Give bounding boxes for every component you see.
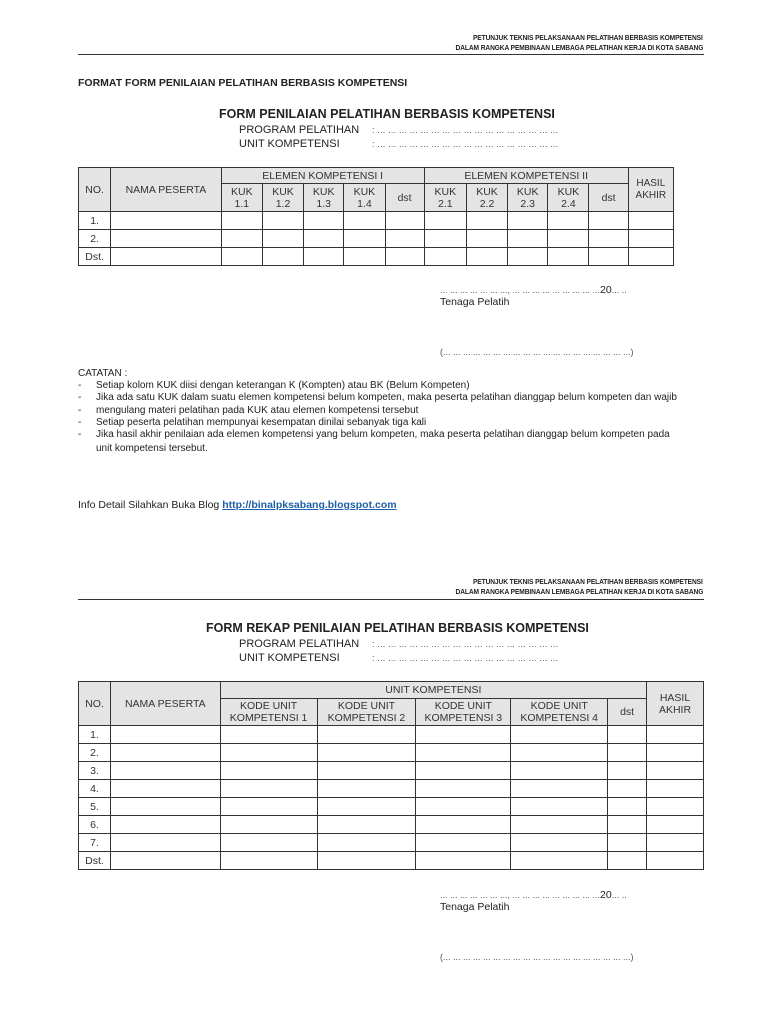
cell[interactable] [262,230,303,248]
unit-label: UNIT KOMPETENSI [239,138,340,150]
cell[interactable] [416,834,511,852]
cell[interactable] [262,248,303,266]
cell[interactable] [317,852,416,870]
cell[interactable] [385,248,424,266]
cell[interactable] [608,852,647,870]
cell[interactable] [647,744,704,762]
form2-signature [440,889,634,963]
col-dst-header: dst [608,699,647,726]
cell[interactable] [111,248,222,266]
col-kuk-header: KUK 2.1 [424,184,466,212]
cell[interactable] [608,744,647,762]
form1-unit-row [239,137,558,151]
cell[interactable] [608,834,647,852]
date-line[interactable]: ... ... ... ... ... ... ..., ... ... ... ... ... ... ... ... ...20... .. [440,889,627,901]
row-number: 6. [79,816,111,834]
signer-role: Tenaga Pelatih [440,296,510,308]
signer-name-line[interactable]: (... ... ... ... ... ... ... ... ... ... ... ... ... ... ... ... ... ... ...) [440,952,634,962]
col-kode-unit-header: KODE UNIT KOMPETENSI 1 [220,699,317,726]
cell[interactable] [317,726,416,744]
format-title: FORMAT FORM PENILAIAN PELATIHAN BERBASIS KOMPETENSI [78,77,408,89]
table-row [79,212,674,230]
cell[interactable] [548,212,589,230]
running-header-line2: DALAM RANGKA PEMBINAAN LEMBAGA PELATIHAN KERJA DI KOTA SABANG [455,43,703,52]
cell[interactable] [111,230,222,248]
cell[interactable] [508,212,548,230]
table-row [79,726,704,744]
table-row [79,834,704,852]
blog-link[interactable]: http://binalpksabang.blogspot.com [222,499,397,511]
cell[interactable] [628,248,673,266]
row-number: 4. [79,780,111,798]
cell[interactable] [416,798,511,816]
cell[interactable] [344,212,385,230]
cell[interactable] [110,726,220,744]
signer-name-line[interactable]: (... ... ... ... ... ... ... ... ... ... ... ... ... ... ... ... ... ... ...) [440,347,634,357]
group-elemen-1-header: ELEMEN KOMPETENSI I [221,168,424,184]
cell[interactable] [416,744,511,762]
cell[interactable] [317,744,416,762]
cell[interactable] [416,852,511,870]
running-header-line1: PETUNJUK TEKNIS PELAKSANAAN PELATIHAN BERBASIS KOMPETENSI [473,577,703,586]
cell[interactable] [111,212,222,230]
form2-unit-row [239,651,558,665]
form1-program-row [239,123,558,137]
col-kode-unit-header: KODE UNIT KOMPETENSI 4 [511,699,608,726]
notes-title: CATATAN : [78,368,128,379]
group-elemen-2-header: ELEMEN KOMPETENSI II [424,168,628,184]
note-item: - Setiap kolom KUK diisi dengan keterangan K (Kompten) atau BK (Belum Kompeten) [78,380,470,392]
form2-program-row [239,637,558,651]
cell[interactable] [221,212,262,230]
table-row [79,816,704,834]
cell[interactable] [304,230,344,248]
recap-table [78,681,704,870]
cell[interactable] [317,834,416,852]
cell[interactable] [511,744,608,762]
cell[interactable] [424,248,466,266]
cell[interactable] [317,762,416,780]
cell[interactable] [221,230,262,248]
date-line[interactable]: ... ... ... ... ... ... ..., ... ... ... ... ... ... ... ... ...20... .. [440,284,627,296]
cell[interactable] [608,762,647,780]
cell[interactable] [110,744,220,762]
row-number: 2. [79,230,111,248]
cell[interactable] [511,816,608,834]
cell[interactable] [317,780,416,798]
cell[interactable] [220,780,317,798]
row-number: Dst. [79,852,111,870]
cell[interactable] [466,212,507,230]
cell[interactable] [608,816,647,834]
cell[interactable] [608,726,647,744]
col-kuk-header: KUK 2.4 [548,184,589,212]
cell[interactable] [466,248,507,266]
group-unit-kompetensi-header: UNIT KOMPETENSI [220,682,646,699]
col-no-header: NO. [79,168,111,212]
row-number: 1. [79,212,111,230]
cell[interactable] [110,780,220,798]
col-hasil-header: HASIL AKHIR [647,682,704,726]
col-hasil-header: HASIL AKHIR [628,168,673,212]
cell[interactable] [110,852,220,870]
cell[interactable] [304,248,344,266]
cell[interactable] [511,780,608,798]
col-kuk-header: KUK 1.3 [304,184,344,212]
col-kuk-header: KUK 1.1 [221,184,262,212]
header-divider [78,54,704,55]
col-nama-header: NAMA PESERTA [111,168,222,212]
cell[interactable] [466,230,507,248]
cell[interactable] [647,798,704,816]
table-row [79,780,704,798]
info-text: Info Detail Silahkan Buka Blog [78,499,220,511]
col-kuk-header: KUK 1.4 [344,184,385,212]
cell[interactable] [628,230,673,248]
cell[interactable] [589,248,628,266]
cell[interactable] [262,212,303,230]
cell[interactable] [647,834,704,852]
cell[interactable] [304,212,344,230]
notes-section [78,368,718,455]
cell[interactable] [110,762,220,780]
cell[interactable] [511,726,608,744]
cell[interactable] [511,798,608,816]
cell[interactable] [110,798,220,816]
cell[interactable] [647,852,704,870]
cell[interactable] [508,248,548,266]
note-item: - mengulang materi pelatihan pada KUK atau elemen kompetensi tersebut [78,404,419,416]
col-kuk-header: KUK 1.2 [262,184,303,212]
col-dst-header: dst [385,184,424,212]
cell[interactable] [511,762,608,780]
cell[interactable] [424,212,466,230]
col-nama-header: NAMA PESERTA [110,682,220,726]
table-row [79,762,704,780]
row-number: 1. [79,726,111,744]
cell[interactable] [628,212,673,230]
row-number: 7. [79,834,111,852]
cell[interactable] [416,816,511,834]
program-field[interactable]: : ... ... ... ... ... ... ... ... ... ... ... ... ... ... ... ... ... [372,639,559,649]
row-number: Dst. [79,248,111,266]
cell[interactable] [647,816,704,834]
col-kode-unit-header: KODE UNIT KOMPETENSI 3 [416,699,511,726]
table-row [79,852,704,870]
row-number: 5. [79,798,111,816]
cell[interactable] [385,212,424,230]
assessment-table [78,167,674,266]
cell[interactable] [344,230,385,248]
cell[interactable] [110,816,220,834]
program-label: PROGRAM PELATIHAN [239,638,360,650]
cell[interactable] [317,816,416,834]
note-item: - Setiap peserta pelatihan mempunyai kesempatan dinilai sebanyak tiga kali [78,416,427,428]
col-dst-header: dst [589,184,628,212]
table-row [79,798,704,816]
cell[interactable] [344,248,385,266]
note-item: - Jika hasil akhir penilaian ada elemen kompetensi yang belum kompeten, maka peserta pelatihan dianggap belum kompeten pada [78,429,670,441]
note-item: - Jika ada satu KUK dalam suatu elemen kompetensi belum kompeten, maka peserta pelatihan dianggap belum kompeten dan wajib [78,392,677,404]
table-row [79,744,704,762]
table-row [79,248,674,266]
running-header-line2: DALAM RANGKA PEMBINAAN LEMBAGA PELATIHAN KERJA DI KOTA SABANG [455,587,703,596]
program-field[interactable]: : ... ... ... ... ... ... ... ... ... ... ... ... ... ... ... ... ... [372,125,559,135]
cell[interactable] [608,798,647,816]
cell[interactable] [110,834,220,852]
note-continuation: unit kompetensi tersebut. [96,443,208,455]
cell[interactable] [589,230,628,248]
signer-role: Tenaga Pelatih [440,901,510,913]
row-number: 3. [79,762,111,780]
header-divider [78,599,704,600]
cell[interactable] [548,230,589,248]
table-row [79,230,674,248]
cell[interactable] [511,834,608,852]
form1-title: FORM PENILAIAN PELATIHAN BERBASIS KOMPETENSI [219,107,555,121]
cell[interactable] [385,230,424,248]
cell[interactable] [647,762,704,780]
form1-signature [440,284,634,358]
cell[interactable] [424,230,466,248]
cell[interactable] [548,248,589,266]
form2-title: FORM REKAP PENILAIAN PELATIHAN BERBASIS KOMPETENSI [206,621,589,635]
col-no-header: NO. [79,682,111,726]
cell[interactable] [511,852,608,870]
col-kuk-header: KUK 2.2 [466,184,507,212]
info-line [78,499,397,511]
cell[interactable] [508,230,548,248]
cell[interactable] [647,726,704,744]
cell[interactable] [220,744,317,762]
col-kuk-header: KUK 2.3 [508,184,548,212]
cell[interactable] [220,726,317,744]
col-kode-unit-header: KODE UNIT KOMPETENSI 2 [317,699,416,726]
cell[interactable] [608,780,647,798]
cell[interactable] [221,248,262,266]
cell[interactable] [416,780,511,798]
cell[interactable] [220,834,317,852]
cell[interactable] [220,798,317,816]
unit-field[interactable]: : ... ... ... ... ... ... ... ... ... ... ... ... ... ... ... ... ... [372,653,559,663]
cell[interactable] [416,726,511,744]
unit-field[interactable]: : ... ... ... ... ... ... ... ... ... ... ... ... ... ... ... ... ... [372,139,559,149]
cell[interactable] [647,780,704,798]
cell[interactable] [589,212,628,230]
cell[interactable] [220,762,317,780]
unit-label: UNIT KOMPETENSI [239,652,340,664]
running-header-line1: PETUNJUK TEKNIS PELAKSANAAN PELATIHAN BERBASIS KOMPETENSI [473,33,703,42]
cell[interactable] [416,762,511,780]
row-number: 2. [79,744,111,762]
cell[interactable] [220,816,317,834]
cell[interactable] [220,852,317,870]
program-label: PROGRAM PELATIHAN [239,124,360,136]
cell[interactable] [317,798,416,816]
